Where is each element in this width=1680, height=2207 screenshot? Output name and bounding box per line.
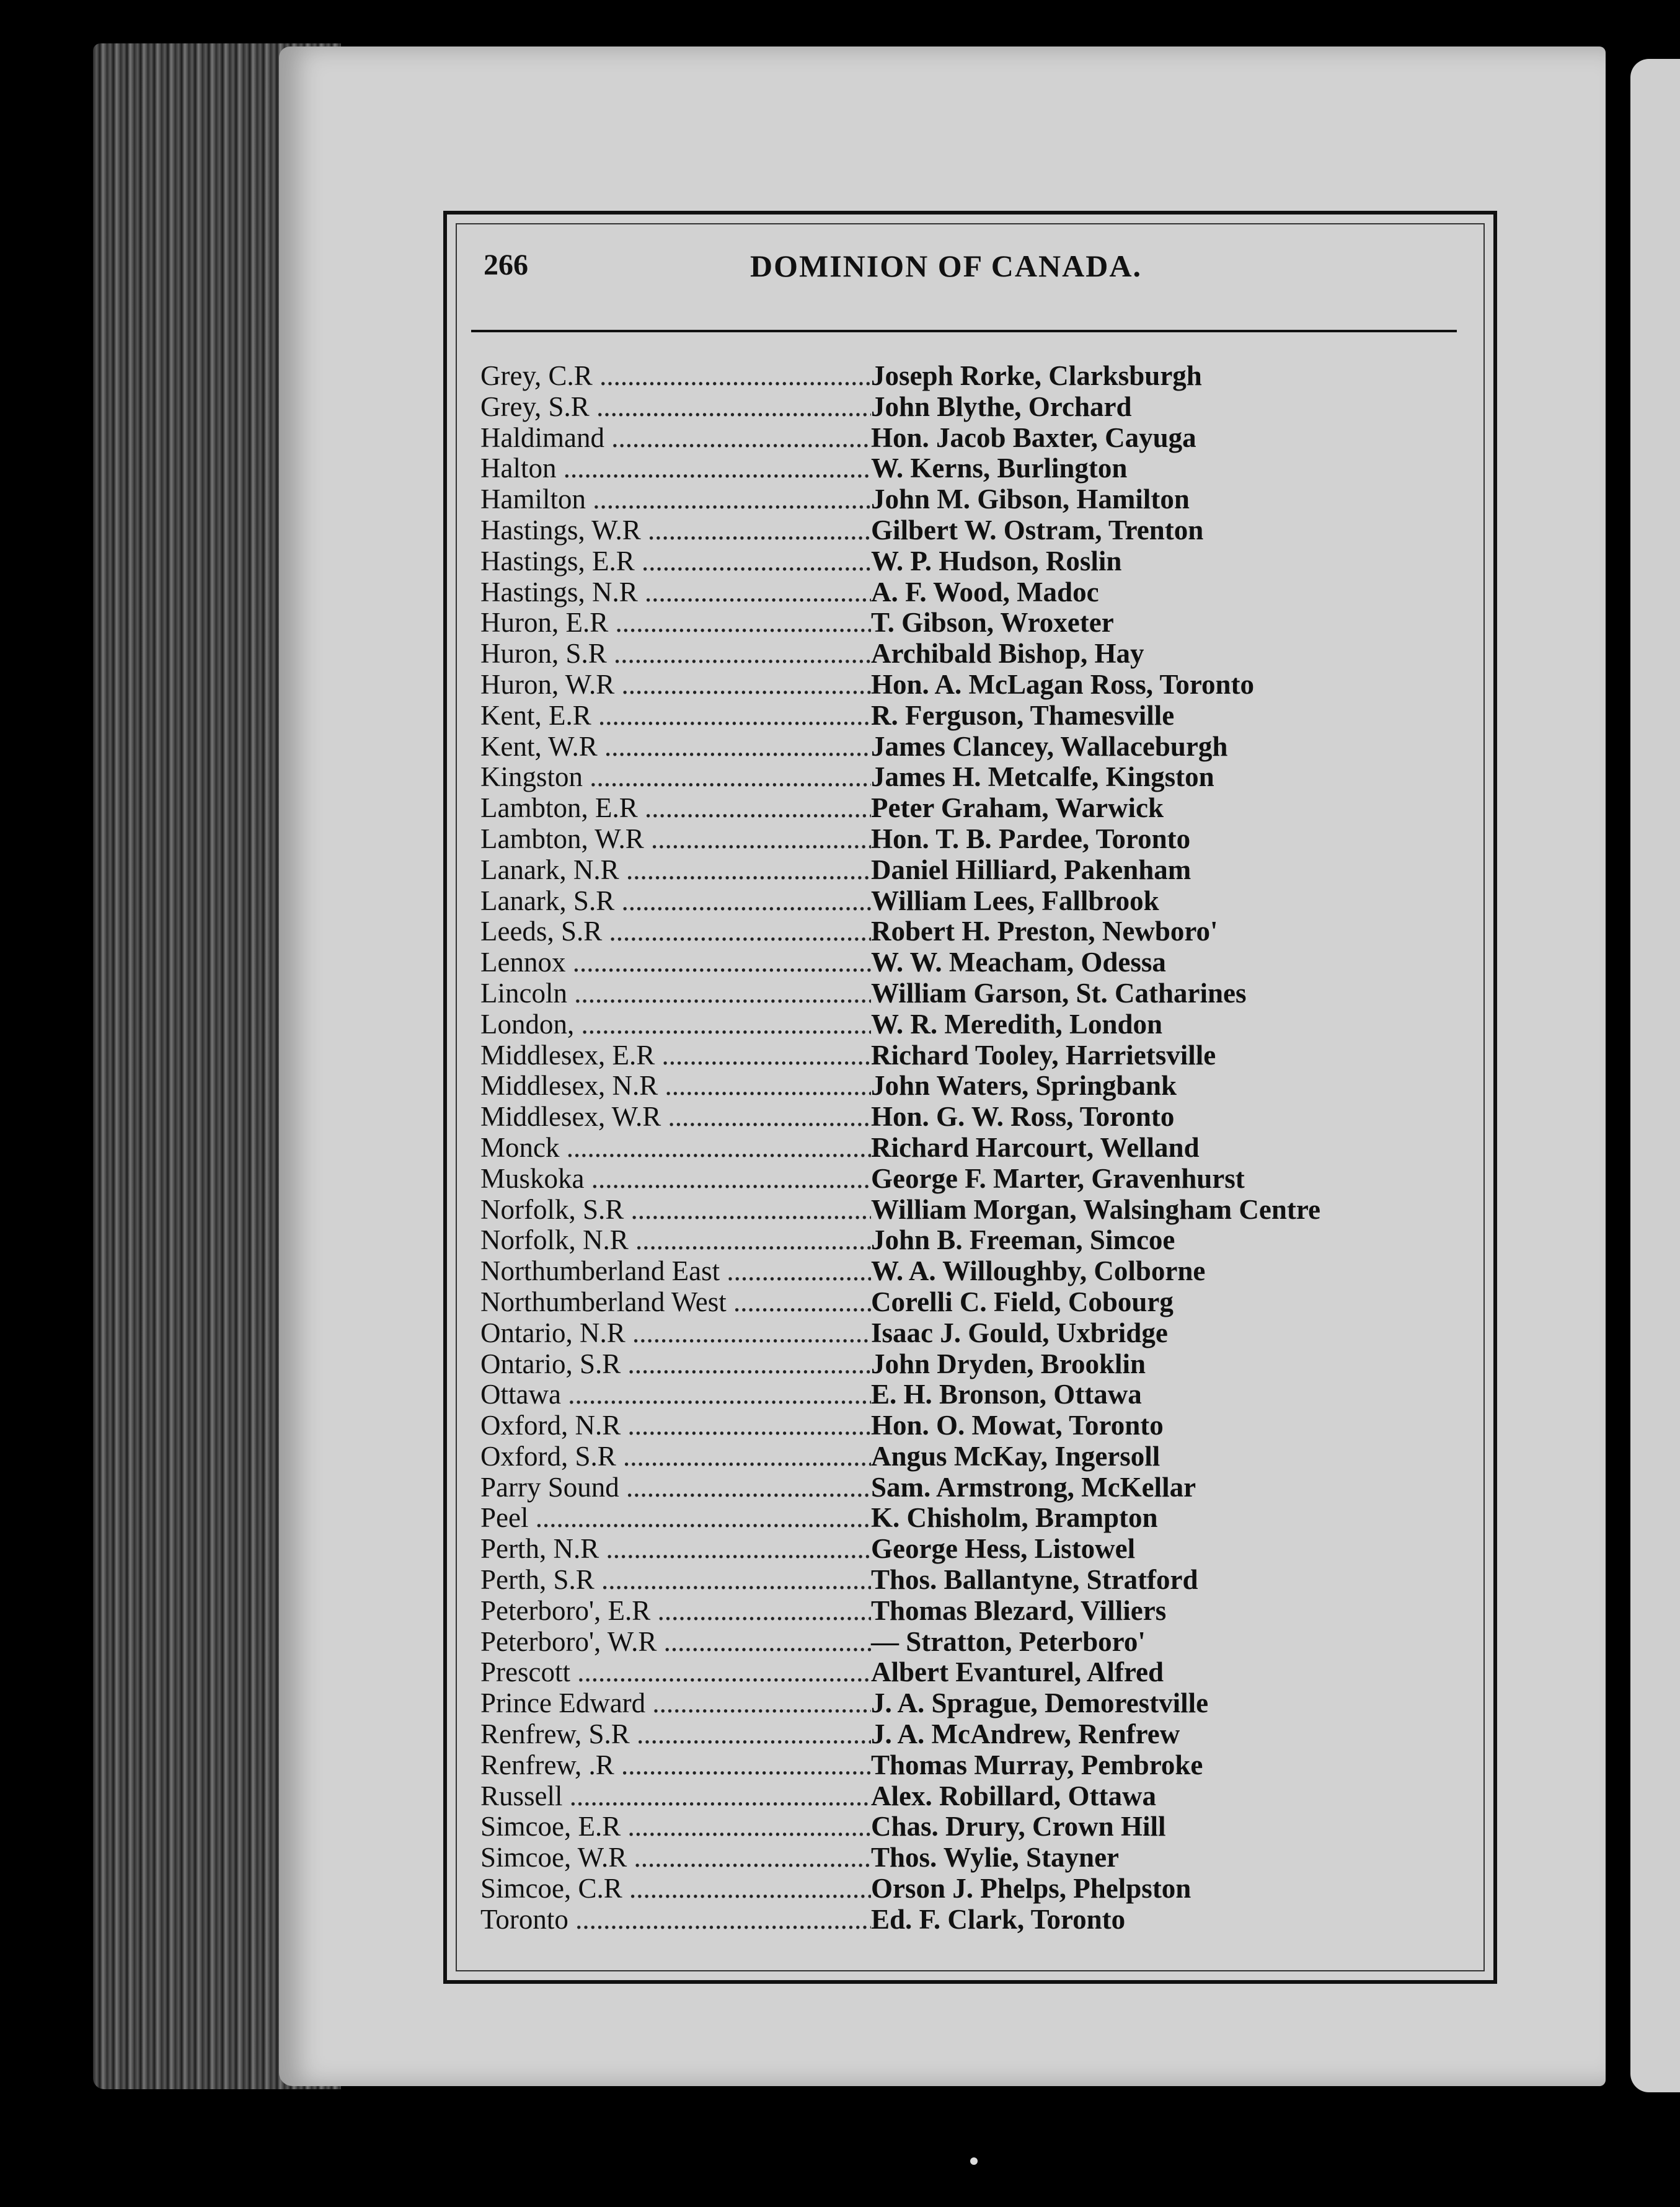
member-name: Peter Graham, Warwick [871, 792, 1164, 824]
member-name: Ed. F. Clark, Toronto [871, 1903, 1126, 1935]
member-name: William Garson, St. Catharines [871, 977, 1247, 1009]
listing-row [480, 855, 1448, 886]
member-name: Thos. Ballantyne, Stratford [871, 1564, 1198, 1596]
listing-row [480, 1256, 1448, 1287]
riding-name: Ontario, S.R ..... [480, 1349, 871, 1380]
listing-row [480, 484, 1448, 515]
listing-row [480, 1441, 1448, 1472]
member-name: John Waters, Springbank [871, 1070, 1177, 1102]
members-listing [480, 361, 1448, 1935]
member-name: Albert Evanturel, Alfred [871, 1656, 1164, 1688]
member-name: Daniel Hilliard, Pakenham [871, 854, 1191, 885]
listing-row [480, 1904, 1448, 1935]
riding-name: Perth, N.R ..... [480, 1534, 871, 1565]
member-name: Angus McKay, Ingersoll [871, 1440, 1161, 1472]
riding-name: Lanark, S.R ..... [480, 886, 871, 917]
page-number: 266 [484, 249, 528, 281]
listing-row [480, 1040, 1448, 1071]
riding-name: Lennox ..... [480, 947, 871, 978]
member-name: Sam. Armstrong, McKellar [871, 1471, 1196, 1503]
member-name: Hon. Jacob Baxter, Cayuga [871, 422, 1196, 453]
listing-row [480, 577, 1448, 608]
member-name: E. H. Bronson, Ottawa [871, 1379, 1142, 1410]
riding-name: Northumberland East ..... [480, 1256, 871, 1287]
listing-row [480, 1719, 1448, 1750]
listing-row [480, 1133, 1448, 1164]
page-speck [970, 2157, 978, 2165]
member-name: John Dryden, Brooklin [871, 1348, 1146, 1379]
running-title: DOMINION OF CANADA. [750, 249, 1142, 283]
member-name: Thos. Wylie, Stayner [871, 1842, 1120, 1873]
listing-row [480, 1534, 1448, 1565]
listing-row [480, 1750, 1448, 1781]
riding-name: Muskoka ..... [480, 1164, 871, 1195]
riding-name: Grey, S.R ..... [480, 392, 871, 423]
riding-name: Peterboro', W.R ..... [480, 1627, 871, 1658]
member-name: Hon. A. McLagan Ross, Toronto [871, 668, 1255, 700]
member-name: W. W. Meacham, Odessa [871, 947, 1166, 978]
riding-name: Renfrew, .R ..... [480, 1750, 871, 1781]
member-name: R. Ferguson, Thamesville [871, 699, 1175, 731]
riding-name: Toronto ..... [480, 1904, 871, 1935]
member-name: George Hess, Listowel [871, 1533, 1136, 1565]
riding-name: Leeds, S.R ..... [480, 916, 871, 947]
header-rule [471, 330, 1457, 332]
riding-name: Hamilton ..... [480, 484, 871, 515]
member-name: Isaac J. Gould, Uxbridge [871, 1317, 1168, 1348]
riding-name: Kent, W.R ..... [480, 732, 871, 763]
listing-row [480, 1102, 1448, 1133]
listing-row [480, 608, 1448, 639]
listing-row [480, 793, 1448, 824]
riding-name: Prescott ..... [480, 1657, 871, 1688]
listing-row [480, 1287, 1448, 1318]
member-name: W. A. Willoughby, Colborne [871, 1255, 1206, 1287]
listing-row [480, 1596, 1448, 1627]
member-name: Archibald Bishop, Hay [871, 638, 1144, 670]
member-name: John Blythe, Orchard [871, 391, 1132, 422]
riding-name: Hastings, N.R ..... [480, 577, 871, 608]
listing-row [480, 1842, 1448, 1873]
listing-row [480, 1071, 1448, 1102]
listing-row [480, 1379, 1448, 1410]
member-name: Richard Tooley, Harrietsville [871, 1039, 1216, 1071]
riding-name: Lambton, W.R ..... [480, 824, 871, 855]
member-name: Gilbert W. Ostram, Trenton [871, 514, 1204, 546]
riding-name: Northumberland West ..... [480, 1287, 871, 1318]
listing-row [480, 453, 1448, 484]
riding-name: Lanark, N.R ..... [480, 855, 871, 886]
riding-name: Oxford, S.R ..... [480, 1441, 871, 1472]
listing-row [480, 1503, 1448, 1534]
listing-row [480, 1164, 1448, 1195]
riding-name: Simcoe, W.R ..... [480, 1842, 871, 1873]
member-name: John M. Gibson, Hamilton [871, 484, 1190, 515]
listing-row [480, 361, 1448, 392]
riding-name: Lincoln ..... [480, 978, 871, 1009]
listing-row [480, 762, 1448, 793]
member-name: James Clancey, Wallaceburgh [871, 730, 1228, 762]
listing-row [480, 1009, 1448, 1040]
listing-row [480, 1318, 1448, 1349]
member-name: Hon. G. W. Ross, Toronto [871, 1101, 1175, 1133]
riding-name: Monck ..... [480, 1133, 871, 1164]
page-header [484, 248, 1451, 291]
riding-name: Simcoe, E.R ..... [480, 1811, 871, 1842]
riding-name: Haldimand ..... [480, 423, 871, 454]
listing-row [480, 1472, 1448, 1503]
listing-row [480, 947, 1448, 978]
listing-row [480, 824, 1448, 855]
listing-row [480, 978, 1448, 1009]
riding-name: Grey, C.R ..... [480, 361, 871, 392]
riding-name: Ontario, N.R ..... [480, 1318, 871, 1349]
member-name: Corelli C. Field, Cobourg [871, 1286, 1174, 1317]
member-name: K. Chisholm, Brampton [871, 1502, 1158, 1534]
listing-row [480, 1811, 1448, 1842]
member-name: W. R. Meredith, London [871, 1008, 1163, 1040]
member-name: W. P. Hudson, Roslin [871, 545, 1122, 577]
listing-row [480, 423, 1448, 454]
member-name: Hon. O. Mowat, Toronto [871, 1410, 1164, 1441]
riding-name: Middlesex, W.R ..... [480, 1102, 871, 1133]
riding-name: Peel ..... [480, 1503, 871, 1534]
member-name: William Lees, Fallbrook [871, 885, 1159, 916]
member-name: A. F. Wood, Madoc [871, 576, 1099, 608]
listing-row [480, 916, 1448, 947]
member-name: James H. Metcalfe, Kingston [871, 761, 1214, 793]
riding-name: Hastings, E.R ..... [480, 546, 871, 577]
listing-row [480, 1195, 1448, 1226]
riding-name: Russell ..... [480, 1781, 871, 1812]
riding-name: Parry Sound ..... [480, 1472, 871, 1503]
listing-row [480, 1225, 1448, 1256]
riding-name: Kingston ..... [480, 762, 871, 793]
member-name: John B. Freeman, Simcoe [871, 1224, 1175, 1256]
member-name: — Stratton, Peterboro' [871, 1625, 1146, 1657]
member-name: Joseph Rorke, Clarksburgh [871, 360, 1202, 391]
riding-name: Halton ..... [480, 453, 871, 484]
listing-row [480, 732, 1448, 763]
listing-row [480, 1781, 1448, 1812]
member-name: Robert H. Preston, Newboro' [871, 916, 1218, 947]
listing-row [480, 1688, 1448, 1719]
riding-name: Huron, S.R ..... [480, 639, 871, 670]
listing-row [480, 515, 1448, 546]
member-name: Alex. Robillard, Ottawa [871, 1780, 1156, 1811]
listing-row [480, 1565, 1448, 1596]
riding-name: Lambton, E.R ..... [480, 793, 871, 824]
member-name: J. A. Sprague, Demorestville [871, 1687, 1209, 1719]
member-name: Thomas Murray, Pembroke [871, 1749, 1203, 1780]
member-name: Thomas Blezard, Villiers [871, 1594, 1167, 1626]
riding-name: Peterboro', E.R ..... [480, 1596, 871, 1627]
riding-name: Perth, S.R ..... [480, 1565, 871, 1596]
riding-name: Oxford, N.R ..... [480, 1410, 871, 1441]
member-name: George F. Marter, Gravenhurst [871, 1162, 1245, 1194]
riding-name: Simcoe, C.R ..... [480, 1873, 871, 1904]
listing-row [480, 886, 1448, 917]
listing-row [480, 701, 1448, 732]
riding-name: Ottawa ..... [480, 1379, 871, 1410]
listing-row [480, 670, 1448, 701]
member-name: Orson J. Phelps, Phelpston [871, 1873, 1191, 1904]
riding-name: Middlesex, N.R ..... [480, 1071, 871, 1102]
member-name: Richard Harcourt, Welland [871, 1131, 1200, 1163]
member-name: Chas. Drury, Crown Hill [871, 1811, 1166, 1842]
riding-name: Kent, E.R ..... [480, 701, 871, 732]
riding-name: Prince Edward ..... [480, 1688, 871, 1719]
listing-row [480, 1657, 1448, 1688]
member-name: Hon. T. B. Pardee, Toronto [871, 823, 1191, 854]
riding-name: Norfolk, S.R ..... [480, 1195, 871, 1226]
member-name: William Morgan, Walsingham Centre [871, 1193, 1321, 1225]
listing-row [480, 1873, 1448, 1904]
member-name: T. Gibson, Wroxeter [871, 607, 1114, 639]
riding-name: London, ..... [480, 1009, 871, 1040]
listing-row [480, 1627, 1448, 1658]
riding-name: Norfolk, N.R ..... [480, 1225, 871, 1256]
riding-name: Middlesex, E.R ..... [480, 1040, 871, 1071]
listing-row [480, 546, 1448, 577]
member-name: J. A. McAndrew, Renfrew [871, 1718, 1180, 1750]
member-name: W. Kerns, Burlington [871, 453, 1128, 484]
listing-row [480, 1410, 1448, 1441]
listing-row [480, 1349, 1448, 1380]
listing-row [480, 392, 1448, 423]
riding-name: Huron, W.R ..... [480, 670, 871, 701]
riding-name: Huron, E.R ..... [480, 608, 871, 639]
riding-name: Renfrew, S.R ..... [480, 1719, 871, 1750]
listing-row [480, 639, 1448, 670]
riding-name: Hastings, W.R ..... [480, 515, 871, 546]
facing-page-edge [1630, 59, 1680, 2092]
